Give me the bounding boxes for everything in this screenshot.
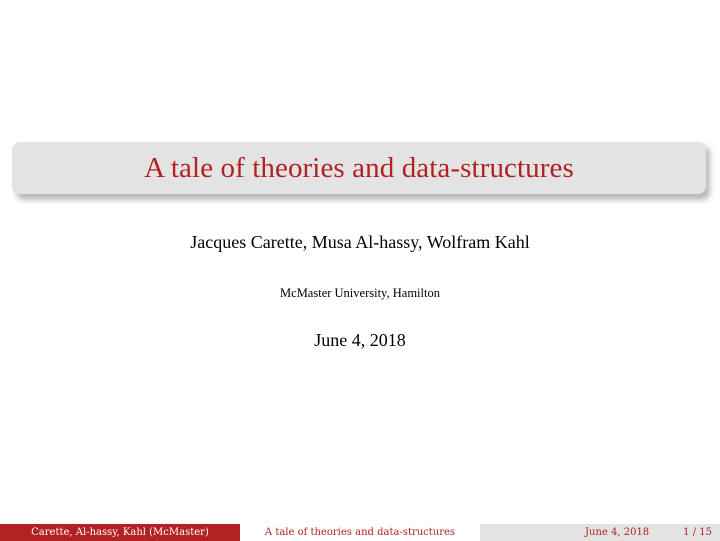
- presentation-date: June 4, 2018: [314, 330, 406, 350]
- authors: Jacques Carette, Musa Al-hassy, Wolfram Kahl: [190, 232, 530, 252]
- institute: McMaster University, Hamilton: [280, 286, 440, 300]
- footer-info: [480, 524, 720, 541]
- footer-authors: Carette, Al-hassy, Kahl (McMaster): [0, 524, 240, 541]
- page-number: 1 / 15: [683, 527, 712, 538]
- slide-title: A tale of theories and data-structures: [144, 151, 574, 184]
- footer-bar: [0, 524, 720, 541]
- footer-title: A tale of theories and data-structures: [240, 524, 480, 541]
- title-box: [12, 142, 706, 194]
- footer-date: June 4, 2018: [585, 527, 650, 538]
